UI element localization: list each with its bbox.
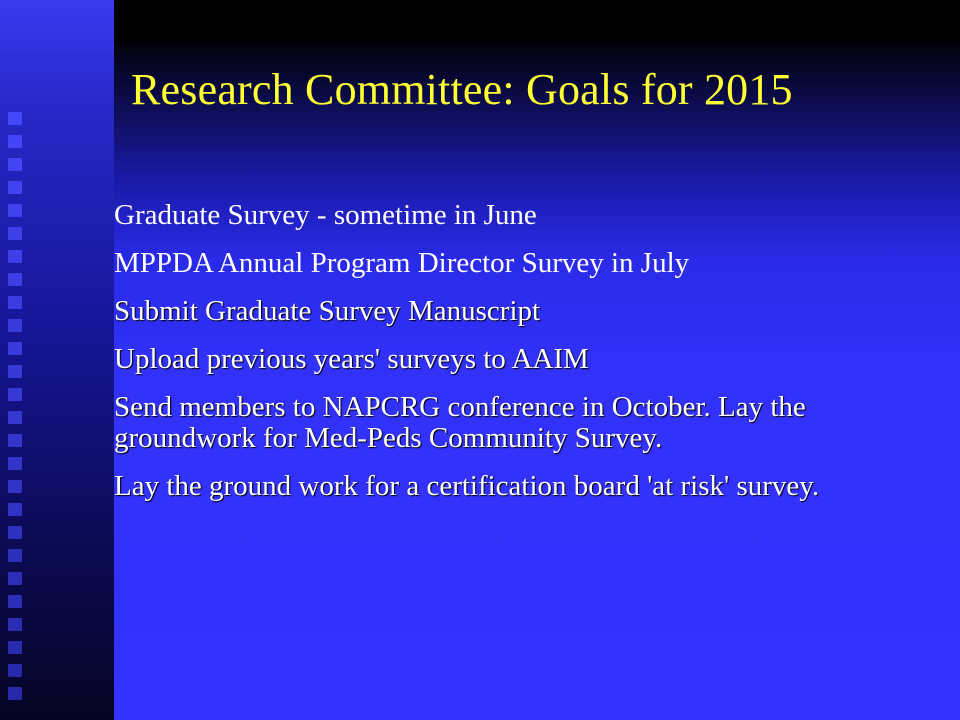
decorative-square [8,480,22,493]
decorative-square [8,411,22,424]
goal-item-submit-manuscript: Submit Graduate Survey Manuscript [114,295,541,327]
decorative-square [8,388,22,401]
decorative-square [8,664,22,677]
decorative-square [8,250,22,263]
decorative-square [8,618,22,631]
decorative-square [8,595,22,608]
decorative-square [8,503,22,516]
decorative-square [8,365,22,378]
decorative-square [8,526,22,539]
goal-item-at-risk-survey: Lay the ground work for a certification board 'at risk' survey. [114,470,820,502]
decorative-square [8,112,22,125]
decorative-square [8,296,22,309]
decorative-square [8,319,22,332]
decorative-square [8,457,22,470]
decorative-square [8,204,22,217]
goals-list [114,200,894,519]
goal-item-program-director-survey: MPPDA Annual Program Director Survey in July [114,247,690,279]
decorative-square [8,434,22,447]
decorative-square [8,158,22,171]
decorative-square [8,181,22,194]
decorative-square [8,572,22,585]
decorative-square [8,342,22,355]
decorative-square [8,135,22,148]
goal-item-graduate-survey: Graduate Survey - sometime in June [114,199,537,231]
decorative-square [8,227,22,240]
decorative-square [8,641,22,654]
left-decorative-band [0,0,114,720]
slide-title: Research Committee: Goals for 2015 [131,65,793,114]
decorative-square [8,687,22,700]
goal-item-napcrg-conference: Send members to NAPCRG conference in October. Lay the groundwork for Med-Peds Community Survey. [114,391,806,454]
decorative-square-column [4,112,28,712]
top-dark-strip [114,0,960,42]
decorative-square [8,273,22,286]
goal-item-upload-surveys: Upload previous years' surveys to AAIM [114,343,589,375]
decorative-square [8,549,22,562]
